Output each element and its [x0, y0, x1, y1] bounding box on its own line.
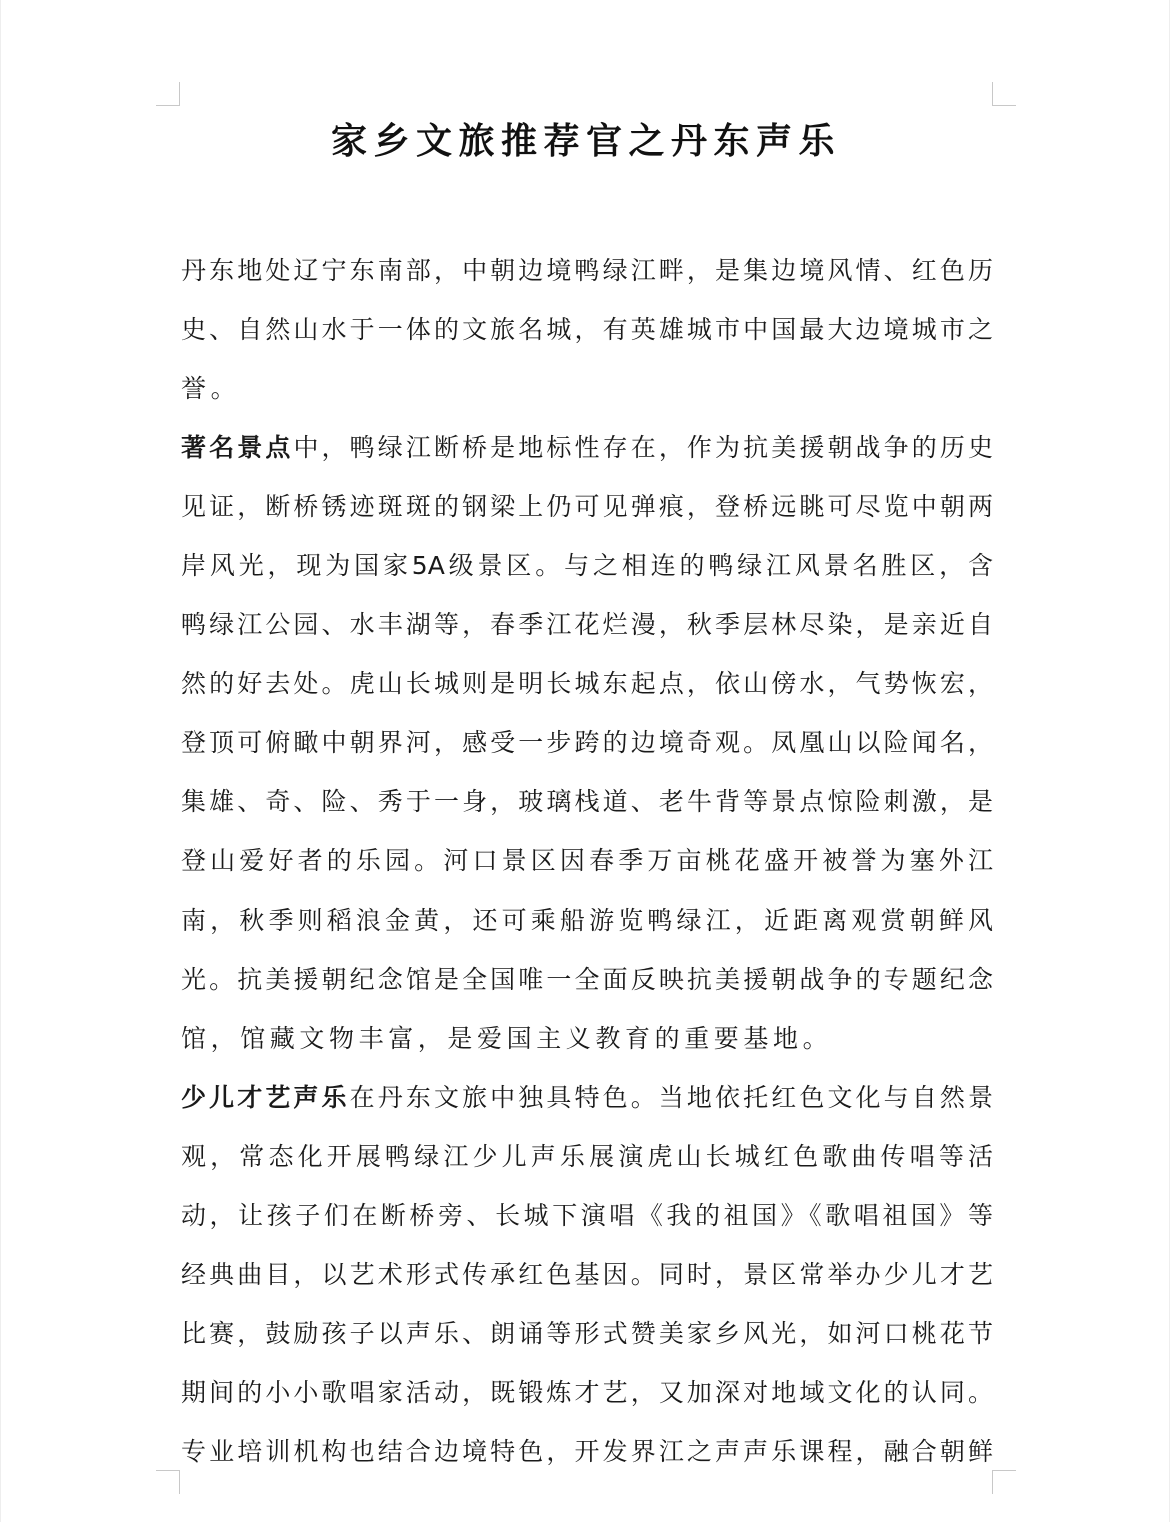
text-line — [181, 241, 993, 300]
document-title: 家乡文旅推荐官之丹东声乐 — [330, 121, 841, 162]
bold-heading-phrase: 少儿才艺声乐 — [181, 1082, 350, 1112]
line-text: 南，秋季则稻浪金黄，还可乘船游览鸭绿江，近距离观赏朝鲜风 — [181, 905, 993, 935]
document-body — [181, 241, 993, 1481]
text-line — [181, 713, 993, 772]
paragraph — [181, 1068, 993, 1481]
line-text: 光。抗美援朝纪念馆是全国唯一全面反映抗美援朝战争的专题纪念 — [181, 964, 993, 994]
text-line — [181, 654, 993, 713]
text-line — [181, 831, 993, 890]
line-text: 专业培训机构也结合边境特色，开发界江之声声乐课程，融合朝鲜 — [181, 1436, 993, 1466]
text-line — [181, 1422, 993, 1481]
text-line — [181, 418, 993, 477]
line-text: 岸风光，现为国家5A级景区。与之相连的鸭绿江风景名胜区，含 — [181, 551, 993, 581]
line-text: 期间的小小歌唱家活动，既锻炼才艺，又加深对地域文化的认同。 — [181, 1377, 993, 1407]
text-line — [181, 1304, 993, 1363]
text-line — [181, 536, 993, 595]
line-text: 鸭绿江公园、水丰湖等，春季江花烂漫，秋季层林尽染，是亲近自 — [181, 610, 993, 640]
text-line — [181, 891, 993, 950]
bold-heading-phrase: 著名景点 — [181, 433, 294, 463]
line-text: 动，让孩子们在断桥旁、长城下演唱《我的祖国》《歌唱祖国》等 — [181, 1200, 993, 1230]
text-line — [181, 1363, 993, 1422]
line-text: 比赛，鼓励孩子以声乐、朗诵等形式赞美家乡风光，如河口桃花节 — [181, 1318, 993, 1348]
line-text: 丹东地处辽宁东南部，中朝边境鸭绿江畔，是集边境风情、红色历 — [181, 256, 993, 285]
line-text: 然的好去处。虎山长城则是明长城东起点，依山傍水，气势恢宏， — [181, 669, 993, 699]
line-text: 集雄、奇、险、秀于一身，玻璃栈道、老牛背等景点惊险刺激，是 — [181, 787, 993, 817]
text-line — [181, 595, 993, 654]
line-text: 在丹东文旅中独具特色。当地依托红色文化与自然景 — [349, 1082, 993, 1112]
margin-corner-mark — [156, 1470, 180, 1494]
line-text: 史、自然山水于一体的文旅名城，有英雄城市中国最大边境城市之 — [181, 315, 993, 345]
text-line — [181, 1245, 993, 1304]
line-text: 经典曲目，以艺术形式传承红色基因。同时，景区常举办少儿才艺 — [181, 1259, 993, 1289]
text-line — [181, 1009, 993, 1068]
text-line — [181, 950, 993, 1009]
line-text: 见证，断桥锈迹斑斑的钢梁上仍可见弹痕，登桥远眺可尽览中朝两 — [181, 492, 993, 522]
text-line — [181, 772, 993, 831]
paragraph — [181, 418, 993, 1068]
text-line — [181, 1127, 993, 1186]
text-line — [181, 1068, 993, 1127]
text-line — [181, 300, 993, 359]
text-line — [181, 477, 993, 536]
text-line — [181, 1186, 993, 1245]
paragraph — [181, 241, 993, 418]
margin-corner-mark — [992, 82, 1016, 106]
line-text: 登山爱好者的乐园。河口景区因春季万亩桃花盛开被誉为塞外江 — [181, 846, 993, 876]
margin-corner-mark — [992, 1470, 1016, 1494]
line-text: 誉。 — [181, 374, 241, 404]
margin-corner-mark — [156, 82, 180, 106]
text-line — [181, 359, 993, 418]
line-text: 观，常态化开展鸭绿江少儿声乐展演虎山长城红色歌曲传唱等活 — [181, 1141, 993, 1171]
line-text: 馆，馆藏文物丰富，是爱国主义教育的重要基地。 — [181, 1023, 833, 1053]
line-text: 登顶可俯瞰中朝界河，感受一步跨的边境奇观。凤凰山以险闻名， — [181, 728, 993, 758]
line-text: 中，鸭绿江断桥是地标性存在，作为抗美援朝战争的历史 — [293, 433, 993, 463]
